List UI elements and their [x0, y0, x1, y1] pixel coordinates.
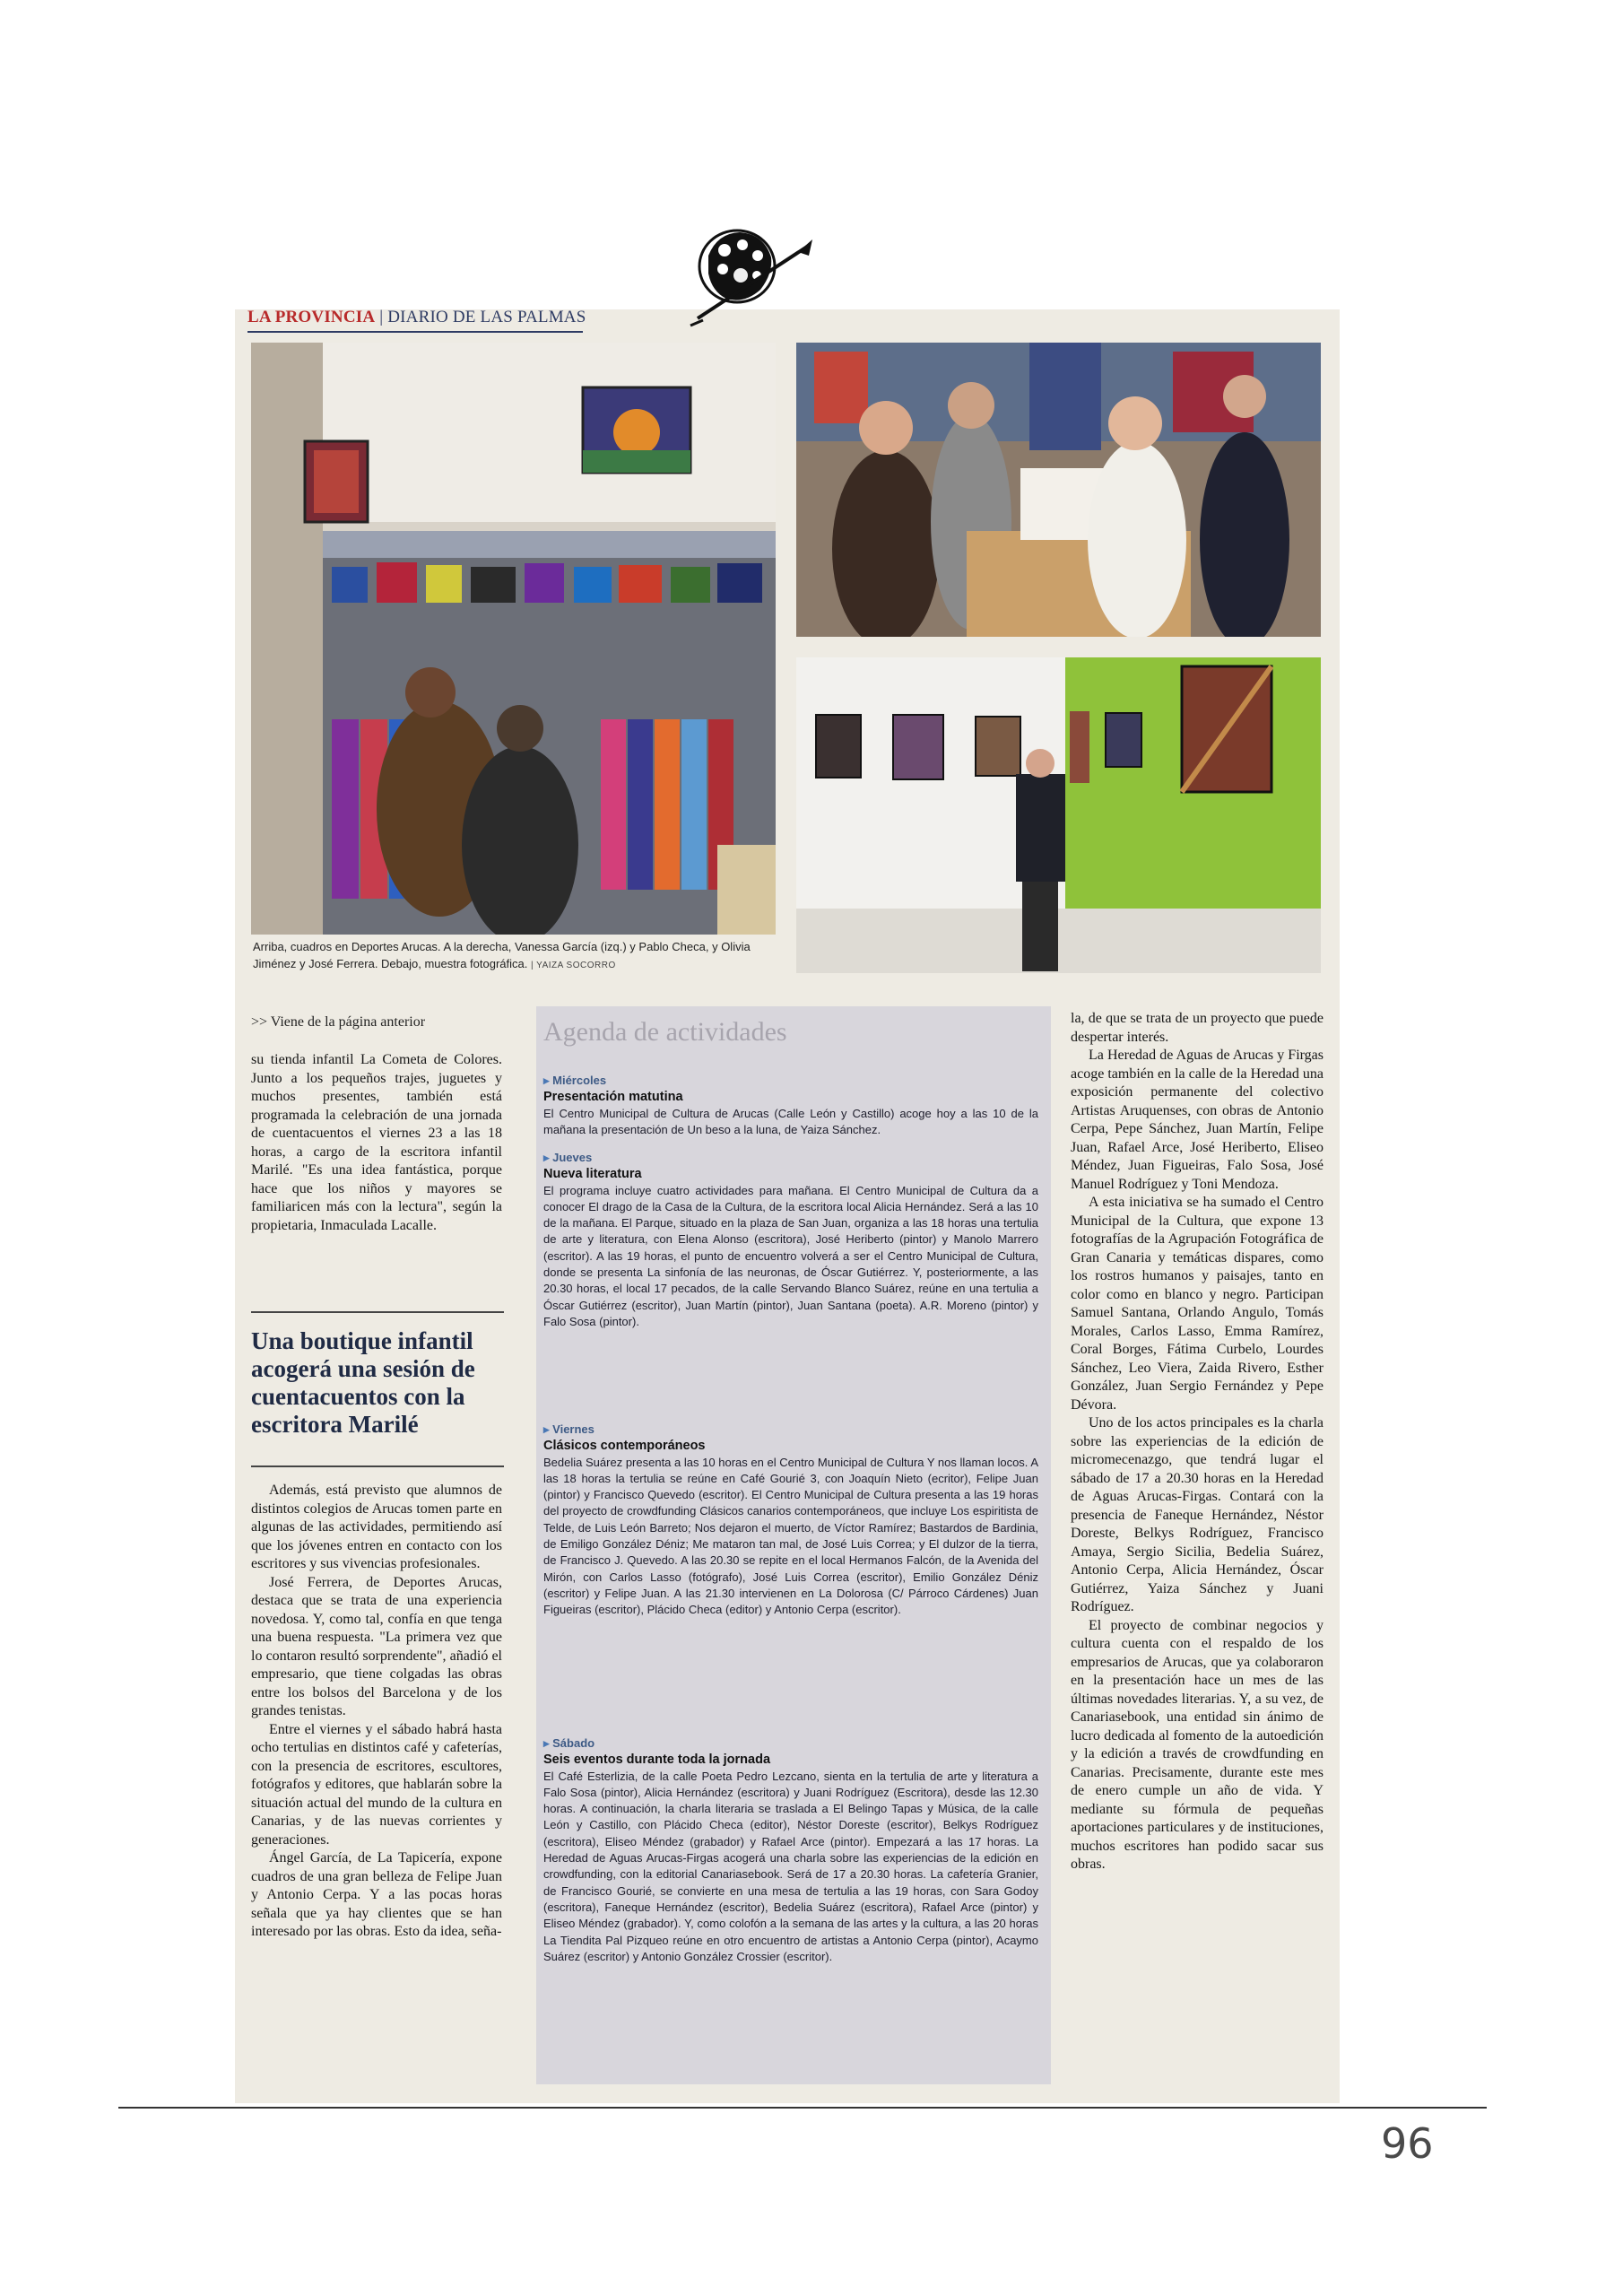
body-paragraph: Además, está previsto que alumnos de distintos colegios de Arucas tomen parte en algunas de las actividades, permitiendo así que los jóvenes entren en contacto con los escritores y sus vivencias profesionales.: [251, 1483, 502, 1571]
continued-from-label: >> Viene de la página anterior: [251, 1014, 426, 1030]
column-3: [1071, 1010, 1324, 1874]
shop-counter-photo: [796, 343, 1321, 637]
divider: [251, 1311, 504, 1313]
photo-caption: [253, 938, 777, 974]
agenda-event-title: Clásicos contemporáneos: [543, 1439, 706, 1454]
masthead: [247, 308, 586, 333]
agenda-title: Agenda de actividades: [543, 1017, 787, 1047]
page-footer-rule: [118, 2107, 1487, 2109]
page-number: 96: [1381, 2119, 1434, 2168]
agenda-text: El Centro Municipal de Cultura de Arucas (Calle León y Castillo) acoge hoy a las 10 de la mañana la presentación de Un beso a la luna, de Yaiza Sánchez.: [543, 1106, 1038, 1136]
agenda-day: ▸ Viernes: [543, 1422, 1038, 1438]
agenda-day: ▸ Miércoles: [543, 1073, 1038, 1089]
photo-credit: | YAIZA SOCORRO: [530, 961, 616, 970]
column-1-top: [251, 1051, 502, 1235]
masthead-section: DIARIO DE LAS PALMAS: [387, 308, 586, 326]
body-paragraph: Entre el viernes y el sábado habrá hasta ocho tertulias en distintos café y cafeterías, con la presencia de escritores, escultores, fotógrafos y editores, que hablarán sobre la situación actual del mundo de la cultura en Canarias, y de las nuevas corrientes y generaciones.: [251, 1721, 502, 1848]
agenda-event-title: Seis eventos durante toda la jornada: [543, 1752, 771, 1768]
body-paragraph: La Heredad de Aguas de Arucas y Firgas acoge también en la calle de la Heredad una exposición permanente del colectivo Artistas Aruquenses, con obras de Antonio Cerpa, Pepe Sánchez, Juan Martín, Felipe Juan, Rafael Arce, José Heriberto, Eliseo Méndez, Juan Figueiras, Falo Sosa, José Manuel Rodríguez y Toni Mendoza.: [1071, 1048, 1324, 1192]
agenda-event-title: Presentación matutina: [543, 1090, 683, 1105]
body-paragraph: A esta iniciativa se ha sumado el Centro Municipal de la Cultura, que expone 13 fotografías de la Agrupación Fotográfica de Gran Canaria y temáticas dispares, como los rostros humanos y paisajes, tanto en color como en blanco y negro. Participan Samuel Santana, Orlando Angulo, Tomás Morales, Carlos Lasso, Emma Ramírez, Coral Borges, Fátima Curbelo, Lourdes Sánchez, Leo Viera, Zaida Rivero, Esther González, Juan Sergio Fernández y Pepe Dévora.: [1071, 1195, 1324, 1413]
agenda-block-saturday: [543, 1735, 1038, 1965]
masthead-brand: LA PROVINCIA: [247, 308, 376, 326]
caption-text: Arriba, cuadros en Deportes Arucas. A la derecha, Vanessa García (izq.) y Pablo Checa, y Olivia Jiménez y José Ferrera. Debajo, muestra fotográfica.: [253, 940, 751, 970]
agenda-text: El programa incluye cuatro actividades para mañana. El Centro Municipal de Cultura da a conocer El drago de la Casa de la Cultura, de la escritora local Alicia Hernández. Será a las 10 de la mañana. El Parque, situado en la plaza de San Juan, organiza a las 18 horas una tertulia de arte y literatura, con Elena Alonso (escritora), José Heriberto (pintor) y Manolo Marrero (escritor). A las 19 horas, el punto de encuentro volverá a ser el Centro Municipal de Cultura, donde se presenta La sinfonía de las neuronas, de Óscar Gutiérrez. Y, posteriormente, a las 20.30 horas, el local 17 pecados, de la calle Servando Blanco Suárez, reúne en una tertulia a Óscar Gutiérrez (escritor), Juan Martín (pintor), Juan Santana (poeta). A.R. Moreno (pintor) y Falo Sosa (pintor).: [543, 1183, 1038, 1328]
body-paragraph: la, de que se trata de un proyecto que puede despertar interés.: [1071, 1011, 1324, 1045]
agenda-day: ▸ Jueves: [543, 1150, 1038, 1166]
body-paragraph: José Ferrera, de Deportes Arucas, destaca que se trata de una experiencia novedosa. Y, como tal, confía en que tenga una buena respuesta. "La primera vez que lo contaron resultó sorprendente", añadió el empresario, que tiene colgadas las obras entre los bolsos del Barcelona y de los grandes tenistas.: [251, 1574, 502, 1718]
body-paragraph: su tienda infantil La Cometa de Colores. Junto a los pequeños trajes, juguetes y muchos presentes, también está programada la celebración de una jornada de cuentacuentos el viernes 23 a las 18 horas, a cargo de la escritora infantil Marilé. "Es una idea fantástica, porque hace que los niños y mayores se familiaricen más con la lectura", según la propietaria, Inmaculada Lacalle.: [251, 1052, 502, 1233]
masthead-separator: |: [379, 308, 384, 326]
agenda-day: ▸ Sábado: [543, 1735, 1038, 1752]
body-paragraph: Ángel García, de La Tapicería, expone cuadros de una gran belleza de Felipe Juan y Antonio Cerpa. Y a las pocas horas señala que ya hay clientes que se han interesado por las obras. Esto da idea, seña-: [251, 1850, 502, 1939]
subheadline: Una boutique infantil acogerá una sesión de cuentacuentos con la escritora Marilé: [251, 1327, 475, 1438]
store-interior-photo: [251, 343, 776, 935]
agenda-block-thursday: [543, 1150, 1038, 1330]
photo-exhibition-photo: [796, 657, 1321, 973]
body-paragraph: El proyecto de combinar negocios y cultura cuenta con el respaldo de los empresarios de Arucas, que ya colaboraron en la presentación hace un mes de las últimas novedades literarias. Y, a su vez, de Canariasebook, una entidad sin ánimo de lucro dedicada al fomento de la autoedición y la edición a través de crowdfunding en Canarias. Precisamente, durante este mes de enero cumple un año de vida. Y mediante su fórmula de pequeñas aportaciones particulares y de instituciones, muchos escritores han podido sacar sus obras.: [1071, 1617, 1324, 1872]
agenda-block-wednesday: [543, 1073, 1038, 1138]
agenda-text: El Café Esterlizia, de la calle Poeta Pedro Lezcano, sienta en la tertulia de arte y literatura a Falo Sosa (pintor), Alicia Hernández (escritora) y Juani Rodríguez (Escritora), desde las 12.30 horas. A continuación, la charla literaria se traslada a El Belingo Tapas y Música, de la calle León y Castillo, con Plácido Checa (editor), Néstor Doreste (escritor), Belkys Rodríguez (escritora), Eliseo Méndez (grabador) y Rafael Arce (pintor). Empezará a las 17 horas. La Heredad de Aguas Arucas-Firgas acogerá una charla sobre las experiencias de la edición en crowdfunding, con la editorial Canariasebook. Será de 17 a 20.30 horas. La cafetería Granier, de Francisco Gourié, se convierte en una mesa de tertulia a las 19 horas, con Sara Godoy (escritora), Faneque Hernández (escritor), Bedelia Suárez (escritora), Rafael Arce (pintor) y Eliseo Méndez (grabador). Y, como colofón a la semana de las artes y la cultura, a las 20 horas La Tiendita Pal Pizqueo reúne en otro encuentro de artistas a Antonio Cerpa (pintor), Acaymo Suárez (escritor) y Antonio González Crossier (escritor).: [543, 1769, 1038, 1963]
column-1-bottom: [251, 1482, 502, 1942]
agenda-event-title: Nueva literatura: [543, 1167, 642, 1182]
agenda-block-friday: [543, 1422, 1038, 1619]
palette-brush-icon: [681, 220, 816, 332]
agenda-text: Bedelia Suárez presenta a las 10 horas en el Centro Municipal de Cultura Y nos llaman locos. A las 18 horas la tertulia se reúne en Café Gourié 3, con Joaquín Nieto (ecritor), Felipe Juan (pintor) y Francisco Quevedo (escritor). El Centro Municipal de Cultura presenta a las 19 horas del proyecto de crowdfunding Clásicos canarios contemporáneos, que incluye Los espiritista de Telde, de Luis León Barreto; Nos dejaron el muerto, de Víctor Ramírez; Bastardos de Bardinia, de Emiligo González Déniz; Me mataron tan mal, de José Luis Correa; y El dulzor de la tierra, de Francisco J. Quevedo. A las 20.30 se repite en el local Hermanos Falcón, de la Avenida del Mirón, con Carlos Lasso (fotógrafo), José Luis Correa (escritor), Emilio González Déniz (escritor) y Felipe Juan. A las 21.30 intervienen en La Dolorosa (C/ Párroco Cárdenes) Juan Figueiras (escritor), Plácido Checa (editor) y Antonio Cerpa (escritor).: [543, 1455, 1038, 1617]
divider: [251, 1465, 504, 1467]
body-paragraph: Uno de los actos principales es la charla sobre las experiencias de la edición de micromecenazgo, que tendrá lugar el sábado de 17 a 20.30 horas en la Heredad de Aguas Arucas-Firgas. Contará con la presencia de Faneque Hernández, Néstor Doreste, Belkys Rodríguez, Francisco Amaya, Sergio Sicilia, Bedelia Suárez, Antonio Cerpa, Alicia Hernández, Óscar Gutiérrez, Yaiza Sánchez y Juani Rodríguez.: [1071, 1415, 1324, 1614]
